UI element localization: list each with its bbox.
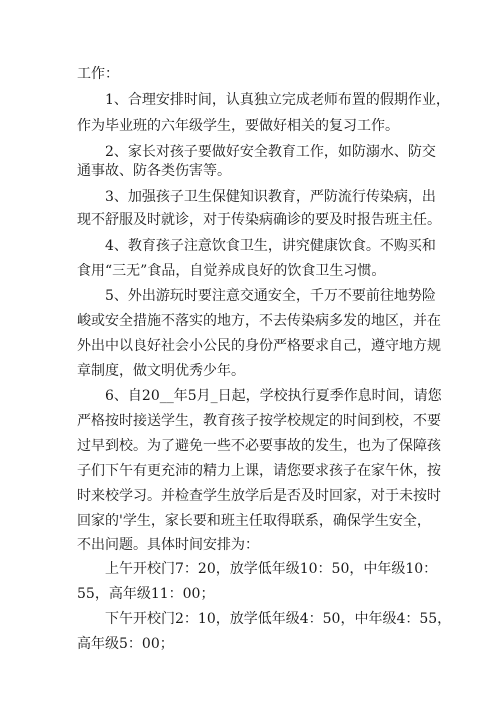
- paragraph-2-line: 2、家长对孩子要做好安全教育工作，如防溺水、防交: [105, 144, 436, 160]
- text-line: 食用“三无”食品，自觉养成良好的饮食卫生习惯。: [77, 263, 386, 279]
- text-line: 峻或安全措施不落实的地方，不去传染病多发的地区，并在: [77, 313, 441, 329]
- paragraph-4-line: 4、教育孩子注意饮食卫生，讲究健康饮食。不购买和: [105, 238, 436, 254]
- text-line: 通事故、防各类伤害等。: [77, 163, 231, 179]
- text-line: 严格按时接送学生，教育孩子按学校规定的时间到校，不要: [77, 413, 441, 429]
- text-line: 章制度，做文明优秀少年。: [77, 363, 245, 379]
- text-line: 高年级5：00；: [77, 636, 174, 652]
- text-line: 作为毕业班的六年级学生，要做好相关的复习工作。: [77, 118, 399, 134]
- schedule-afternoon-line: 下午开校门2：10，放学低年级4：50，中年级4：55，: [105, 611, 452, 627]
- paragraph-1-line: 1、合理安排时间，认真独立完成老师布置的假期作业，: [105, 92, 450, 108]
- text-line: 工作：: [77, 66, 119, 82]
- text-line: 时来校学习。并检查学生放学后是否及时回家，对于未按时: [77, 488, 441, 504]
- paragraph-3-line: 3、加强孩子卫生保健知识教育，严防流行传染病，出: [105, 189, 436, 205]
- schedule-morning-line: 上午开校门7：20，放学低年级10：50，中年级10：: [105, 561, 438, 577]
- paragraph-5-line: 5、外出游玩时要注意交通安全，千万不要前往地势险: [105, 288, 436, 304]
- text-line: 不出问题。具体时间安排为：: [77, 537, 259, 553]
- text-line: 子们下午有更充沛的精力上课，请您要求孩子在家午休，按: [77, 463, 441, 479]
- text-line: 过早到校。为了避免一些不必要事故的发生，也为了保障孩: [77, 438, 441, 454]
- text-line: 外出中以良好社会小公民的身份严格要求自己，遵守地方规: [77, 338, 441, 354]
- text-line: 55，高年级11：00；: [77, 586, 215, 602]
- text-line: 回家的'学生，家长要和班主任取得联系，确保学生安全，: [77, 513, 431, 529]
- paragraph-6-line: 6、自20__年5月_日起，学校执行夏季作息时间，请您: [105, 388, 442, 404]
- text-line: 现不舒服及时就诊，对于传染病确诊的要及时报告班主任。: [77, 212, 441, 228]
